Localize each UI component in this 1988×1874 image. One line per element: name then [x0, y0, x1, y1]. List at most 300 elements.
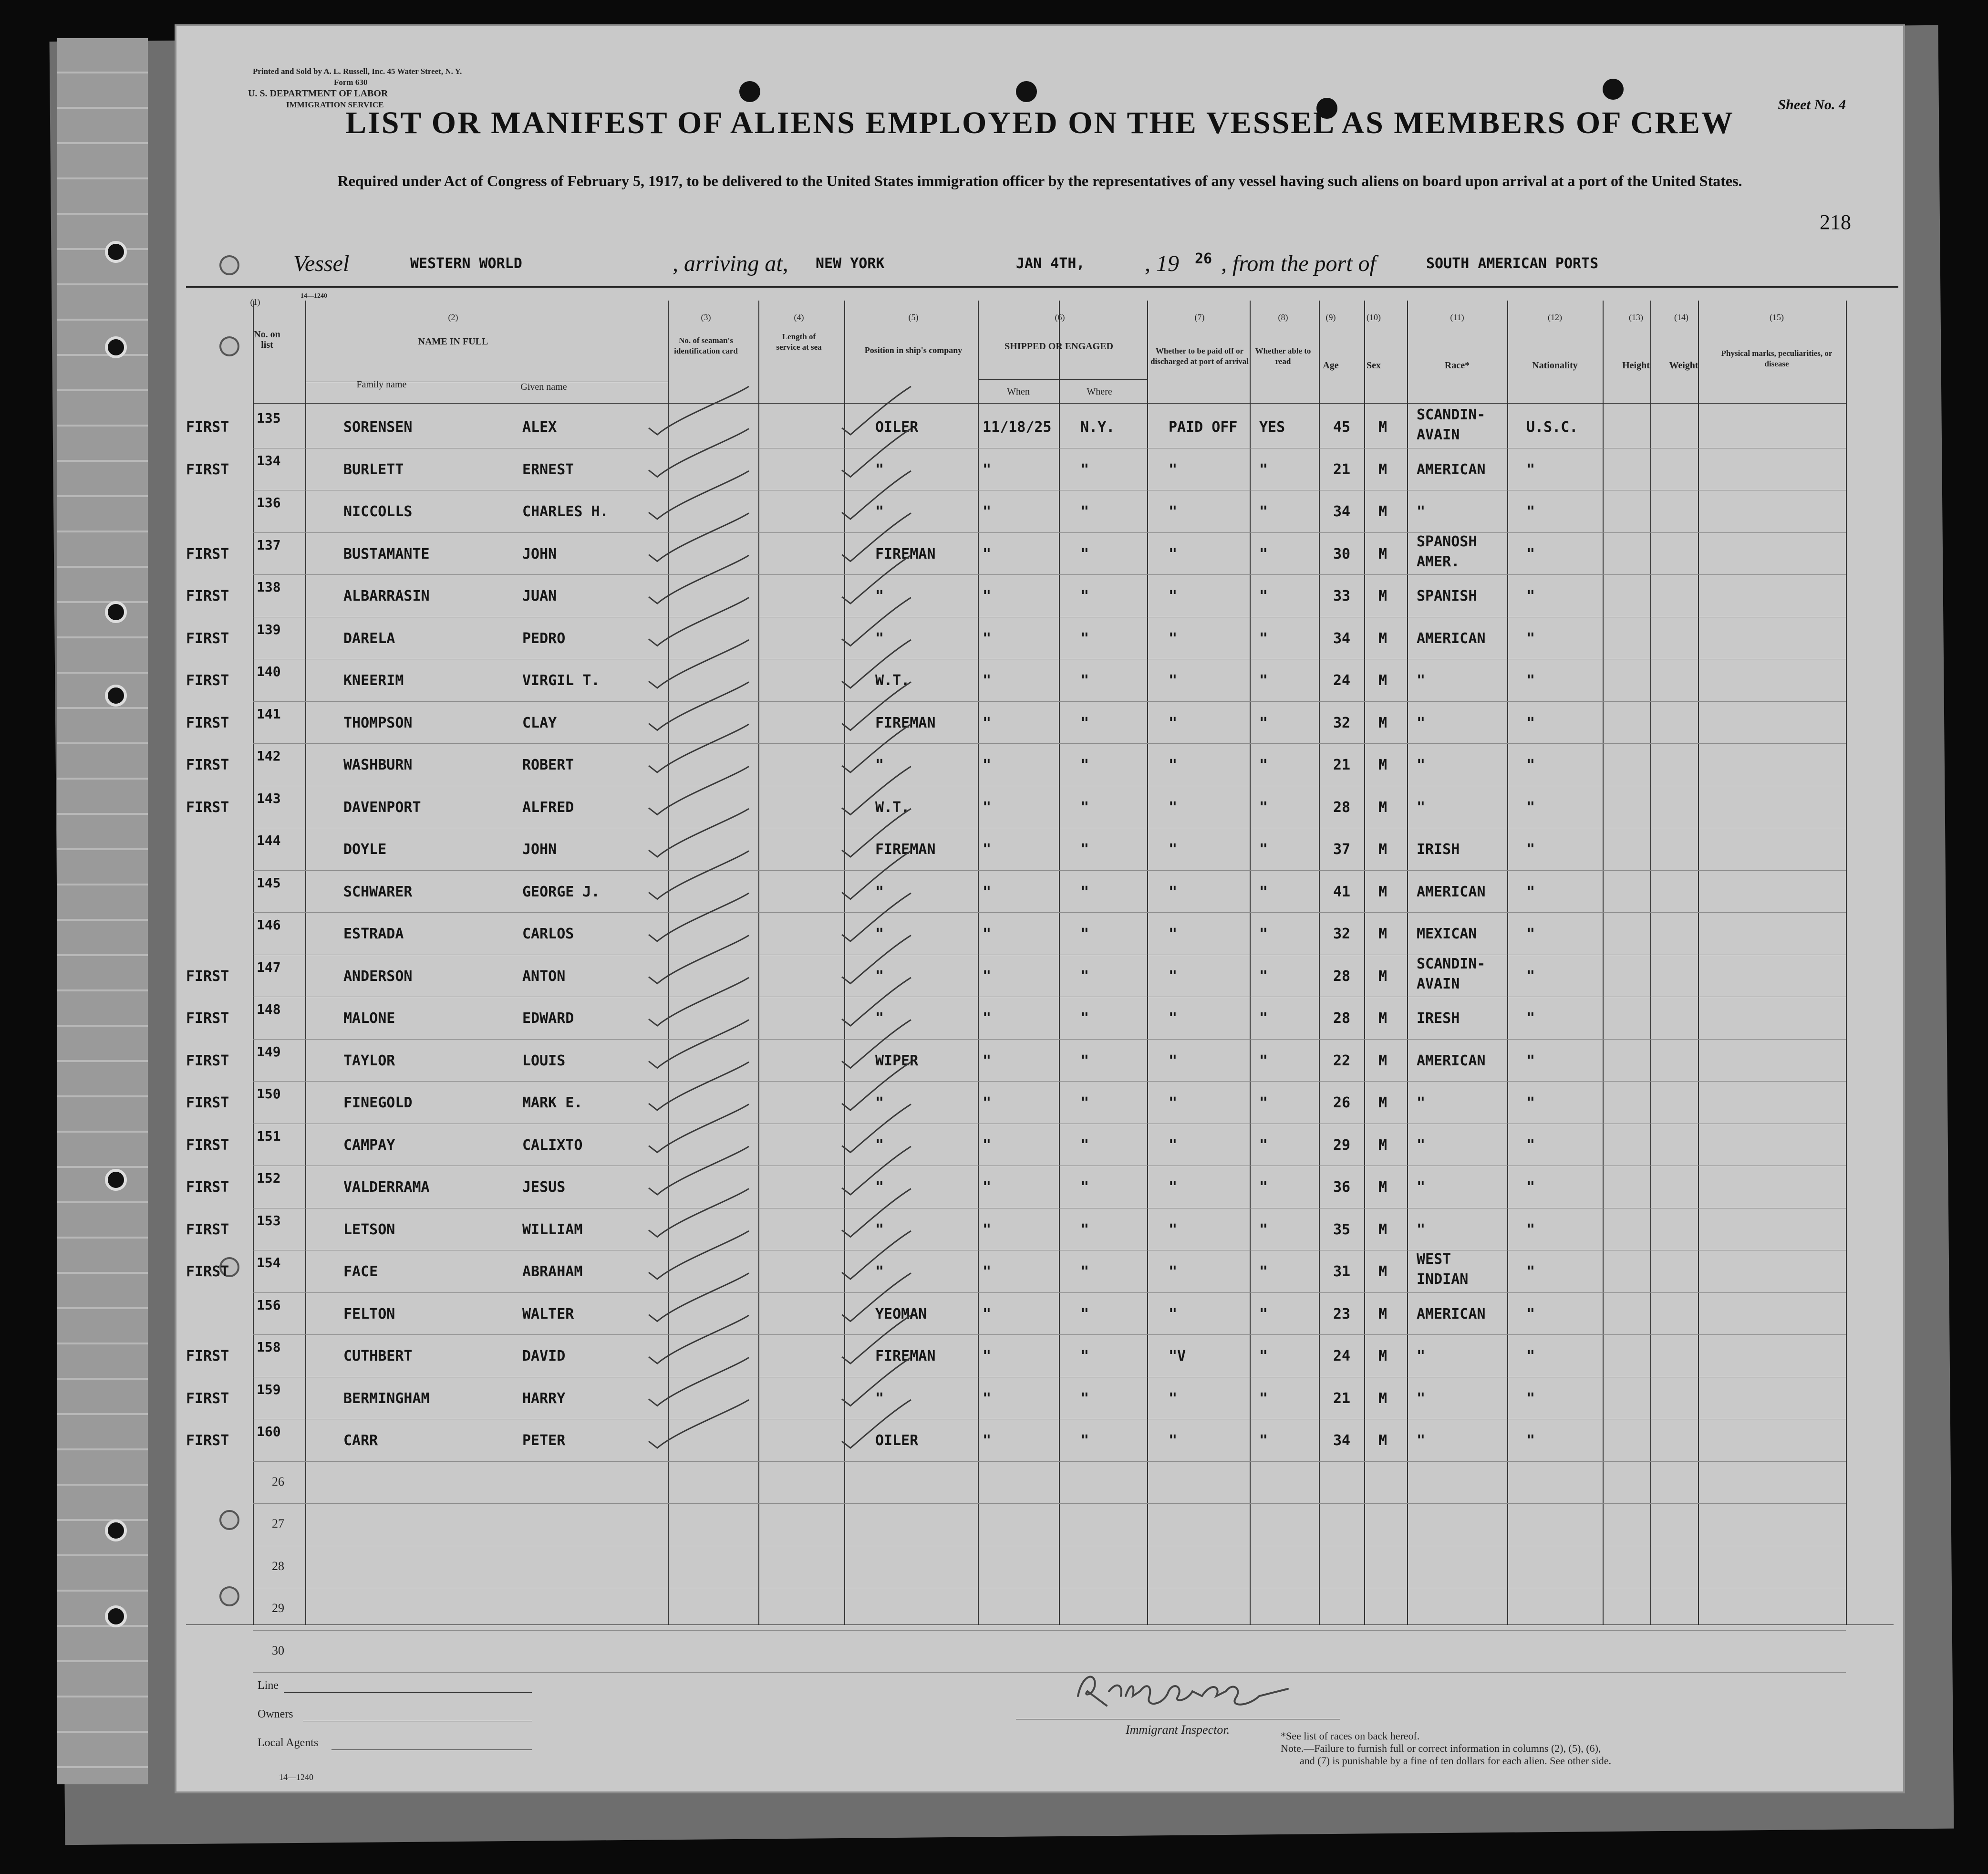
- footer-note-penalty-2: and (7) is punishable by a fine of ten dollars for each alien. See other side.: [1300, 1755, 1612, 1767]
- shipped-where: ": [1080, 1305, 1089, 1322]
- shipped-when: ": [983, 503, 992, 520]
- id-card-check-mark: [649, 513, 749, 562]
- col9-heading: Age: [1323, 360, 1339, 371]
- able-to-read: ": [1259, 588, 1268, 604]
- shipped-where: ": [1080, 503, 1089, 520]
- position: YEOMAN: [875, 1305, 927, 1322]
- grid-column-line: [305, 301, 306, 1624]
- row-number: 156: [257, 1297, 281, 1313]
- sex: M: [1378, 1179, 1387, 1196]
- given-name: PEDRO: [522, 630, 566, 647]
- race: ": [1417, 672, 1426, 689]
- nationality: ": [1526, 545, 1535, 562]
- punch-hole: [219, 255, 239, 275]
- id-card-check-mark: [649, 767, 749, 815]
- grid-column-line: [1250, 301, 1251, 1624]
- inspector-signature: [1068, 1663, 1307, 1715]
- col15-number: (15): [1770, 312, 1784, 322]
- shipped-where: ": [1080, 588, 1089, 604]
- nationality: ": [1526, 461, 1535, 478]
- shipped-where: ": [1080, 1432, 1089, 1449]
- department-name: U. S. DEPARTMENT OF LABOR: [248, 88, 388, 99]
- footer-line-label: Line: [258, 1679, 279, 1692]
- given-name: CARLOS: [522, 926, 574, 942]
- able-to-read: ": [1259, 883, 1268, 900]
- col1-number: (1): [250, 297, 260, 307]
- family-name: FELTON: [343, 1305, 395, 1322]
- family-name: DOYLE: [343, 841, 387, 858]
- shipped-where: ": [1080, 799, 1089, 816]
- family-name: TAYLOR: [343, 1052, 395, 1069]
- sex: M: [1378, 461, 1387, 478]
- punch-hole: [105, 1169, 127, 1191]
- row-number: 134: [257, 452, 281, 468]
- age: 26: [1333, 1094, 1351, 1111]
- underlying-page-edge: [57, 38, 148, 1784]
- grid-column-line: [1407, 301, 1408, 1624]
- manifest-sheet: [176, 26, 1903, 1791]
- row-rule: [253, 1630, 1846, 1631]
- sex: M: [1378, 1263, 1387, 1280]
- able-to-read: ": [1259, 1052, 1268, 1069]
- given-name: PETER: [522, 1432, 566, 1449]
- given-name: ROBERT: [522, 757, 574, 773]
- row-rule: [253, 701, 1846, 702]
- age: 24: [1333, 672, 1351, 689]
- col13-number: (13): [1629, 312, 1643, 322]
- year-prefix: , 19: [1145, 251, 1179, 276]
- shipped-when: ": [983, 926, 992, 942]
- grid-column-line: [1650, 301, 1651, 1624]
- row-rule: [253, 1503, 1846, 1504]
- nationality: ": [1526, 1052, 1535, 1069]
- row-number: 145: [257, 875, 281, 891]
- col3-heading: No. of seaman's identification card: [674, 336, 738, 355]
- shipped-when: ": [983, 1390, 992, 1407]
- able-to-read: ": [1259, 1136, 1268, 1154]
- given-name: GEORGE J.: [522, 883, 600, 900]
- age: 34: [1333, 630, 1351, 647]
- row-number: 158: [257, 1339, 281, 1355]
- col12-heading: Nationality: [1532, 360, 1578, 371]
- shipped-when: ": [983, 672, 992, 689]
- empty-row-number: 29: [272, 1601, 284, 1615]
- able-to-read: ": [1259, 545, 1268, 562]
- shipped-where: ": [1080, 1136, 1089, 1154]
- able-to-read: ": [1259, 672, 1268, 689]
- given-name: CLAY: [522, 714, 557, 731]
- row-rule: [253, 1672, 1846, 1673]
- id-card-check-mark: [649, 809, 749, 857]
- paid-off: ": [1169, 799, 1178, 816]
- sex: M: [1378, 1136, 1387, 1154]
- shipped-where: ": [1080, 1348, 1089, 1364]
- sex: M: [1378, 714, 1387, 731]
- family-name: ESTRADA: [343, 926, 404, 942]
- shipped-when: ": [983, 1348, 992, 1364]
- family-name: DARELA: [343, 630, 395, 647]
- race: MEXICAN: [1417, 926, 1477, 942]
- sex: M: [1378, 926, 1387, 942]
- arrival-date: JAN 4TH,: [1016, 255, 1085, 272]
- sex: M: [1378, 1052, 1387, 1069]
- col11-heading: Race*: [1444, 360, 1470, 371]
- col3-number: (3): [701, 312, 711, 322]
- row-class: FIRST: [186, 461, 229, 478]
- age: 29: [1333, 1136, 1351, 1154]
- shipped-when: ": [983, 1094, 992, 1111]
- col1-heading: No. on list: [254, 329, 280, 350]
- position: OILER: [875, 1432, 919, 1449]
- row-number: 143: [257, 790, 281, 806]
- position: ": [875, 588, 884, 604]
- empty-row-number: 30: [272, 1643, 284, 1657]
- position: ": [875, 630, 884, 647]
- punch-hole: [105, 241, 127, 263]
- row-rule: [253, 532, 1846, 533]
- row-class: FIRST: [186, 419, 229, 436]
- shipped-where: ": [1080, 1052, 1089, 1069]
- id-card-check-mark: [649, 1104, 749, 1153]
- col9-number: (9): [1325, 312, 1336, 322]
- age: 30: [1333, 545, 1351, 562]
- row-class: FIRST: [186, 672, 229, 689]
- row-class: FIRST: [186, 1052, 229, 1069]
- nationality: ": [1526, 1263, 1535, 1280]
- sex: M: [1378, 630, 1387, 647]
- race: ": [1417, 1221, 1426, 1238]
- col8-heading: Whether able to read: [1255, 346, 1311, 366]
- paid-off: ": [1169, 588, 1178, 604]
- age: 32: [1333, 714, 1351, 731]
- nationality: ": [1526, 799, 1535, 816]
- row-rule: [253, 743, 1846, 744]
- nationality: ": [1526, 714, 1535, 731]
- race: SPANOSH: [1417, 533, 1477, 550]
- shipped-where: ": [1080, 1390, 1089, 1407]
- sex: M: [1378, 841, 1387, 858]
- shipped-when: ": [983, 1432, 992, 1449]
- race: SPANISH: [1417, 588, 1477, 604]
- family-name: CARR: [343, 1432, 378, 1449]
- row-number: 136: [257, 495, 281, 510]
- family-name: DAVENPORT: [343, 799, 421, 816]
- row-rule: [253, 1081, 1846, 1082]
- nationality: ": [1526, 883, 1535, 900]
- shipped-where: ": [1080, 545, 1089, 562]
- shipped-where: ": [1080, 714, 1089, 731]
- age: 34: [1333, 1432, 1351, 1449]
- shipped-when: ": [983, 1263, 992, 1280]
- position: ": [875, 1179, 884, 1196]
- col2-number: (2): [448, 312, 458, 322]
- position: FIREMAN: [875, 841, 936, 858]
- id-card-check-mark: [649, 471, 749, 519]
- id-card-check-mark: [649, 936, 749, 984]
- col10-number: (10): [1367, 312, 1381, 322]
- shipped-when: ": [983, 757, 992, 773]
- family-name: NICCOLLS: [343, 503, 413, 520]
- shipped-when: ": [983, 1136, 992, 1154]
- nationality: ": [1526, 757, 1535, 773]
- shipped-where: ": [1080, 926, 1089, 942]
- paid-off: ": [1169, 1305, 1178, 1322]
- able-to-read: ": [1259, 799, 1268, 816]
- punch-hole: [105, 601, 127, 623]
- sex: M: [1378, 1432, 1387, 1449]
- sex: M: [1378, 503, 1387, 520]
- race: AMERICAN: [1417, 1052, 1486, 1069]
- row-number: 142: [257, 748, 281, 764]
- given-name: HARRY: [522, 1390, 566, 1407]
- family-name: WASHBURN: [343, 757, 413, 773]
- able-to-read: ": [1259, 757, 1268, 773]
- able-to-read: ": [1259, 1432, 1268, 1449]
- grid-column-line: [668, 301, 669, 1624]
- paid-off: ": [1169, 1010, 1178, 1027]
- sex: M: [1378, 545, 1387, 562]
- id-card-check-mark: [649, 1146, 749, 1195]
- id-card-check-mark: [649, 640, 749, 688]
- col14-heading: Weight: [1669, 360, 1698, 371]
- age: 21: [1333, 757, 1351, 773]
- shipped-where: ": [1080, 1221, 1089, 1238]
- row-number: 139: [257, 621, 281, 637]
- able-to-read: ": [1259, 714, 1268, 731]
- race-continued: AVAIN: [1417, 975, 1460, 992]
- family-name: THOMPSON: [343, 714, 413, 731]
- row-number: 148: [257, 1001, 281, 1017]
- id-card-check-mark: [649, 555, 749, 604]
- given-name: ALEX: [522, 419, 557, 436]
- race: ": [1417, 757, 1426, 773]
- age: 33: [1333, 588, 1351, 604]
- row-rule: [253, 574, 1846, 575]
- row-class: FIRST: [186, 757, 229, 773]
- race: IRISH: [1417, 841, 1460, 858]
- shipped-when: ": [983, 461, 992, 478]
- punch-hole: [105, 336, 127, 358]
- sex: M: [1378, 419, 1387, 436]
- row-class: FIRST: [186, 1263, 229, 1280]
- binder-hole: [739, 81, 760, 102]
- row-class: FIRST: [186, 799, 229, 816]
- grid-column-line: [1846, 301, 1847, 1624]
- id-card-check-mark: [649, 386, 749, 435]
- sheet-number: Sheet No. 4: [1778, 97, 1846, 113]
- family-name: BUSTAMANTE: [343, 545, 430, 562]
- col11-number: (11): [1450, 312, 1464, 322]
- punch-hole: [219, 1586, 239, 1606]
- age: 31: [1333, 1263, 1351, 1280]
- race: SCANDIN-: [1417, 406, 1486, 423]
- given-name: WALTER: [522, 1305, 574, 1322]
- position: WIPER: [875, 1052, 919, 1069]
- footer-owners-label: Owners: [258, 1708, 293, 1720]
- shipped-when: ": [983, 630, 992, 647]
- row-class: FIRST: [186, 1179, 229, 1196]
- col2a-heading: Family name: [356, 379, 407, 390]
- paid-off: PAID OFF: [1169, 419, 1238, 436]
- grid-header-line: [253, 403, 1846, 404]
- age: 35: [1333, 1221, 1351, 1238]
- grid-column-line: [1059, 301, 1060, 1624]
- position: ": [875, 1136, 884, 1154]
- race: AMERICAN: [1417, 630, 1486, 647]
- row-rule: [253, 1039, 1846, 1040]
- position: ": [875, 1010, 884, 1027]
- given-name: VIRGIL T.: [522, 672, 600, 689]
- shipped-where: ": [1080, 757, 1089, 773]
- col4-number: (4): [794, 312, 804, 322]
- nationality: ": [1526, 926, 1535, 942]
- position: ": [875, 926, 884, 942]
- position: W.T.: [875, 672, 910, 689]
- given-name: WILLIAM: [522, 1221, 583, 1238]
- id-card-check-mark: [649, 429, 749, 477]
- paid-off: ": [1169, 1221, 1178, 1238]
- shipped-when: ": [983, 545, 992, 562]
- position: ": [875, 1263, 884, 1280]
- empty-row-number: 28: [272, 1559, 284, 1573]
- nationality: ": [1526, 503, 1535, 520]
- from-port: SOUTH AMERICAN PORTS: [1426, 255, 1599, 272]
- footer-agents-rule: [331, 1749, 532, 1750]
- age: 36: [1333, 1179, 1351, 1196]
- able-to-read: ": [1259, 1010, 1268, 1027]
- able-to-read: ": [1259, 1263, 1268, 1280]
- sex: M: [1378, 883, 1387, 900]
- sex: M: [1378, 1305, 1387, 1322]
- row-class: FIRST: [186, 968, 229, 985]
- shipped-where: ": [1080, 630, 1089, 647]
- given-name: MARK E.: [522, 1094, 583, 1111]
- binder-hole: [1603, 79, 1624, 100]
- id-card-check-mark: [649, 978, 749, 1026]
- nationality: ": [1526, 1432, 1535, 1449]
- given-name: JUAN: [522, 588, 557, 604]
- id-card-check-mark: [649, 1189, 749, 1237]
- paid-off: ": [1169, 1052, 1178, 1069]
- family-name: BERMINGHAM: [343, 1390, 430, 1407]
- family-name: SCHWARER: [343, 883, 413, 900]
- paid-off: ": [1169, 1390, 1178, 1407]
- paid-off: ": [1169, 672, 1178, 689]
- age: 23: [1333, 1305, 1351, 1322]
- race: ": [1417, 1094, 1426, 1111]
- row-number: 137: [257, 537, 281, 553]
- age: 32: [1333, 926, 1351, 942]
- family-name: CAMPAY: [343, 1136, 395, 1154]
- col15-heading: Physical marks, peculiarities, or disease: [1721, 349, 1833, 368]
- family-name: ANDERSON: [343, 968, 413, 985]
- paid-off: ": [1169, 545, 1178, 562]
- shipped-where: ": [1080, 461, 1089, 478]
- shipped-when: ": [983, 1221, 992, 1238]
- row-class: FIRST: [186, 1094, 229, 1111]
- age: 21: [1333, 461, 1351, 478]
- paid-off: ": [1169, 757, 1178, 773]
- race: ": [1417, 1348, 1426, 1364]
- race: ": [1417, 1432, 1426, 1449]
- row-rule: [253, 912, 1846, 913]
- race: ": [1417, 1179, 1426, 1196]
- nationality: ": [1526, 1010, 1535, 1027]
- row-number: 160: [257, 1424, 281, 1439]
- col5-heading: Position in ship's company: [864, 345, 963, 355]
- row-class: FIRST: [186, 588, 229, 604]
- id-card-check-mark: [649, 1400, 749, 1448]
- able-to-read: ": [1259, 461, 1268, 478]
- col5-number: (5): [908, 312, 919, 322]
- nationality: ": [1526, 841, 1535, 858]
- id-card-check-mark: [649, 1358, 749, 1406]
- family-name: CUTHBERT: [343, 1348, 413, 1364]
- shipped-where: ": [1080, 841, 1089, 858]
- position: ": [875, 461, 884, 478]
- race: ": [1417, 1136, 1426, 1154]
- able-to-read: ": [1259, 1179, 1268, 1196]
- paid-off: ": [1169, 630, 1178, 647]
- punch-hole: [105, 685, 127, 707]
- row-class: FIRST: [186, 1390, 229, 1407]
- shipped-when: ": [983, 799, 992, 816]
- nationality: ": [1526, 630, 1535, 647]
- given-name: ANTON: [522, 968, 566, 985]
- grid-header-line: [978, 379, 1147, 380]
- grid-column-line: [978, 301, 979, 1624]
- id-card-check-mark: [649, 893, 749, 941]
- paid-off: ": [1169, 1263, 1178, 1280]
- age: 41: [1333, 883, 1351, 900]
- family-name: SORENSEN: [343, 419, 413, 436]
- from-label: , from the port of: [1221, 251, 1376, 276]
- id-card-check-mark: [649, 1062, 749, 1110]
- shipped-where: ": [1080, 1263, 1089, 1280]
- vessel-name: WESTERN WORLD: [410, 255, 522, 272]
- inspector-label: Immigrant Inspector.: [1126, 1723, 1230, 1737]
- position: FIREMAN: [875, 545, 936, 562]
- paid-off: ": [1169, 883, 1178, 900]
- row-class: FIRST: [186, 545, 229, 562]
- shipped-when: 11/18/25: [983, 419, 1052, 436]
- grid-column-line: [1147, 301, 1148, 1624]
- shipped-when: ": [983, 968, 992, 985]
- shipped-where: ": [1080, 672, 1089, 689]
- race: ": [1417, 799, 1426, 816]
- given-name: DAVID: [522, 1348, 566, 1364]
- row-class: FIRST: [186, 630, 229, 647]
- paid-off: ": [1169, 1136, 1178, 1154]
- id-card-check-mark: [649, 1315, 749, 1364]
- given-name: ABRAHAM: [522, 1263, 583, 1280]
- grid-column-line: [1364, 301, 1365, 1624]
- col7-heading: Whether to be paid off or discharged at port of arrival: [1150, 346, 1249, 366]
- service-name: IMMIGRATION SERVICE: [286, 100, 384, 109]
- family-name: ALBARRASIN: [343, 588, 430, 604]
- row-number: 144: [257, 833, 281, 848]
- form-number: Form 630: [334, 78, 368, 87]
- grid-header-line: [186, 1624, 1894, 1625]
- page-number: 218: [1820, 210, 1851, 234]
- position: ": [875, 1390, 884, 1407]
- sex: M: [1378, 1094, 1387, 1111]
- race: WEST: [1417, 1251, 1451, 1268]
- nationality: ": [1526, 968, 1535, 985]
- row-class: FIRST: [186, 1432, 229, 1449]
- shipped-where: ": [1080, 1094, 1089, 1111]
- footer-note-penalty: Note.—Failure to furnish full or correct information in columns (2), (5), (6),: [1281, 1742, 1601, 1754]
